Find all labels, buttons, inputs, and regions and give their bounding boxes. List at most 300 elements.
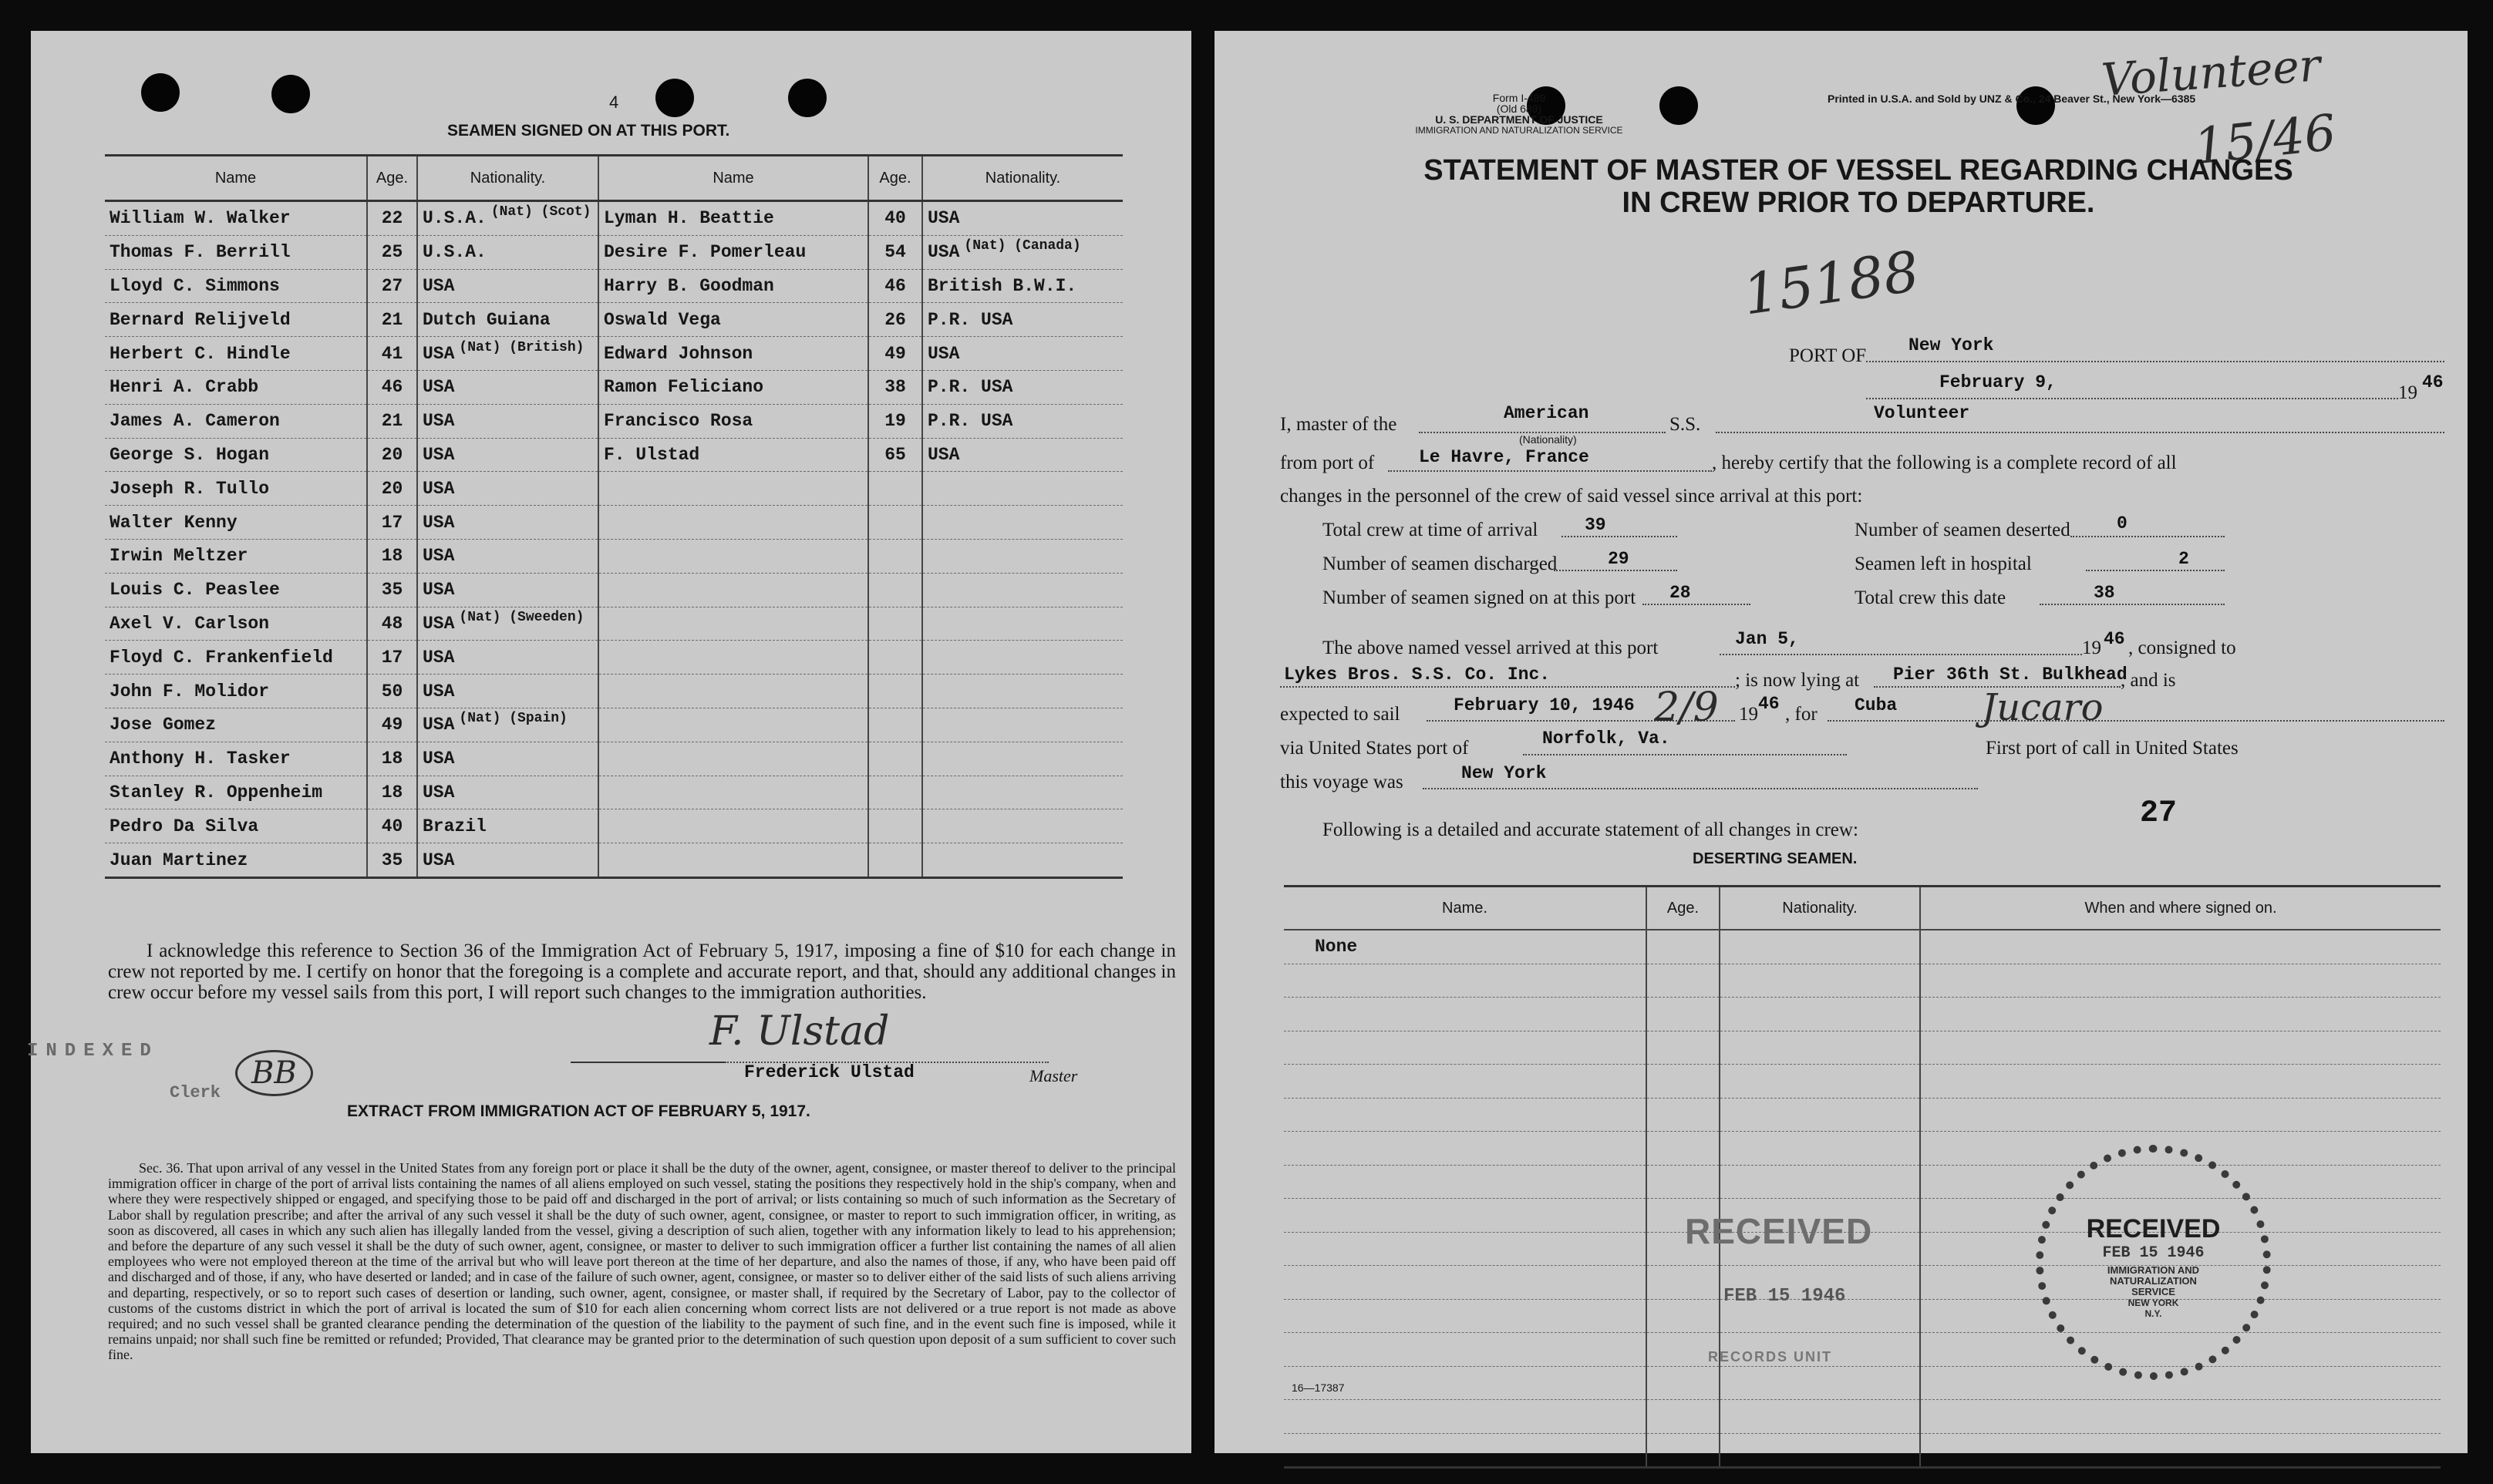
seaman-name: Desire F. Pomerleau <box>598 235 868 269</box>
table-row <box>1284 1433 2441 1468</box>
seaman-age <box>868 472 922 506</box>
seaman-nationality: U.S.A. <box>417 235 598 269</box>
destination-typed: Cuba <box>1855 695 1898 715</box>
seaman-name: Herbert C. Hindle <box>105 337 367 371</box>
seaman-nationality: Dutch Guiana <box>417 303 598 337</box>
table-row <box>105 438 1123 472</box>
seaman-age <box>868 675 922 708</box>
column-header-age: Age. <box>868 156 922 201</box>
empty-cell <box>1720 1433 1920 1468</box>
seaman-age: 49 <box>367 708 417 742</box>
seaman-nationality <box>922 506 1123 540</box>
indexed-stamp: INDEXED <box>27 1041 159 1062</box>
table-row <box>105 776 1123 809</box>
seaman-nationality: P.R. USA <box>922 303 1123 337</box>
form-title <box>1280 154 2437 219</box>
seaman-nationality: USA $^{(Nat) (Canada)}$ <box>922 235 1123 269</box>
via-value: Norfolk, Va. <box>1542 729 1670 749</box>
seaman-name: Axel V. Carlson <box>105 607 367 641</box>
seaman-age: 38 <box>868 370 922 404</box>
column-header-age: Age. <box>1646 887 1720 930</box>
lying-value: Pier 36th St. Bulkhead <box>1893 665 2127 685</box>
seaman-name <box>598 607 868 641</box>
seaman-age: 21 <box>367 404 417 438</box>
column-header-nationality: Nationality. <box>1720 887 1920 930</box>
empty-cell <box>1920 964 2441 998</box>
column-header-name: Name <box>598 156 868 201</box>
destination-handwritten: Jucaro <box>1982 686 2104 729</box>
empty-cell <box>1646 1366 1720 1400</box>
arrived-line <box>1720 654 2082 655</box>
seaman-nationality: USA <box>417 438 598 472</box>
deserter-name: None <box>1284 930 1646 964</box>
seaman-nationality: P.R. USA <box>922 370 1123 404</box>
deserting-title <box>1693 850 1857 868</box>
total-date-line <box>2040 604 2225 605</box>
seaman-age: 17 <box>367 506 417 540</box>
seaman-nationality: P.R. USA <box>922 404 1123 438</box>
left-page <box>27 31 1191 1453</box>
hospital-label: Seamen left in hospital <box>1855 554 2032 574</box>
consignee-value: Lykes Bros. S.S. Co. Inc. <box>1284 665 1551 685</box>
empty-cell <box>1920 1098 2441 1132</box>
seaman-nationality: USA $^{(Nat) (Spain)}$ <box>417 708 598 742</box>
empty-cell <box>1646 1433 1720 1468</box>
seaman-nationality <box>922 573 1123 607</box>
seaman-name: Bernard Relijveld <box>105 303 367 337</box>
empty-cell <box>1646 1165 1720 1199</box>
seaman-age: 20 <box>367 472 417 506</box>
deserter-nationality <box>1720 930 1920 964</box>
empty-cell <box>1284 1333 1646 1367</box>
empty-cell <box>1284 1065 1646 1099</box>
port-line <box>1866 361 2444 362</box>
from-port-label: from port of <box>1280 453 1375 473</box>
empty-cell <box>1920 998 2441 1031</box>
table-row <box>1284 1333 2441 1367</box>
empty-cell <box>1720 1132 1920 1166</box>
clerk-stamp: Clerk <box>170 1083 221 1102</box>
nationality-note: (Nat) (Canada) <box>964 238 1081 254</box>
empty-cell <box>1284 1400 1646 1434</box>
from-port-value: Le Havre, France <box>1419 447 1589 467</box>
seaman-name: Jose Gomez <box>105 708 367 742</box>
seaman-age <box>868 843 922 878</box>
table-row <box>105 843 1123 878</box>
punch-hole <box>655 79 694 117</box>
empty-cell <box>1646 1132 1720 1166</box>
arrived-label: The above named vessel arrived at this port <box>1322 638 1659 658</box>
arrived-year-prefix: 19 <box>2082 638 2101 658</box>
seaman-age: 54 <box>868 235 922 269</box>
seaman-nationality <box>922 843 1123 878</box>
seaman-name <box>598 742 868 776</box>
column-header-signed-on: When and where signed on. <box>1920 887 2441 930</box>
acknowledgement-text: I acknowledge this reference to Section 36 of the Immigration Act of February 5, 1917, imposing a fine of $10 for each change in crew not reported by me. I certify on honor that the foregoing is a complete and accurate report, and that, should any additional changes in crew occur before my vessel sails from this port, I will report such changes to the immigration authorities. <box>108 941 1176 1003</box>
empty-cell <box>1284 964 1646 998</box>
port-label: PORT OF <box>1789 345 1867 366</box>
master-label: I, master of the <box>1280 414 1397 435</box>
seaman-name <box>598 641 868 675</box>
signed-on-label: Number of seamen signed on at this port <box>1322 587 1636 608</box>
destination-line <box>1828 720 2444 722</box>
punch-hole <box>141 73 180 112</box>
total-arrival-value: 39 <box>1585 515 1606 535</box>
seaman-nationality: Brazil <box>417 809 598 843</box>
table-row <box>105 506 1123 540</box>
empty-cell <box>1646 998 1720 1031</box>
sail-date-handwritten: 2/9 <box>1654 685 1719 731</box>
seaman-name: Juan Martinez <box>105 843 367 878</box>
seaman-nationality: USA <box>417 472 598 506</box>
seaman-age: 65 <box>868 438 922 472</box>
table-row <box>1284 930 2441 964</box>
deserter-signed-on <box>1920 930 2441 964</box>
table-row <box>105 809 1123 843</box>
signer-name: Frederick Ulstad <box>744 1062 915 1082</box>
seaman-name: William W. Walker <box>105 201 367 236</box>
seal-state: N.Y. <box>2144 1308 2162 1319</box>
seaman-age <box>868 573 922 607</box>
nationality-caption: (Nationality) <box>1519 433 1577 446</box>
seaman-name: Francisco Rosa <box>598 404 868 438</box>
seaman-name: John F. Molidor <box>105 675 367 708</box>
port-value: New York <box>1908 335 1994 355</box>
seaman-nationality <box>922 809 1123 843</box>
seaman-nationality: USA $^{(Nat) (Sweeden)}$ <box>417 607 598 641</box>
arrived-value: Jan 5, <box>1735 629 1799 649</box>
table-row <box>105 573 1123 607</box>
seaman-nationality: USA <box>417 404 598 438</box>
table-row <box>1284 1132 2441 1166</box>
total-arrival-line <box>1561 536 1677 537</box>
seaman-age: 18 <box>367 539 417 573</box>
seaman-nationality <box>922 675 1123 708</box>
seaman-nationality: USA <box>417 641 598 675</box>
table-row <box>105 269 1123 303</box>
empty-cell <box>1284 1031 1646 1065</box>
records-unit-stamp: RECORDS UNIT <box>1708 1349 1833 1365</box>
seaman-age: 35 <box>367 573 417 607</box>
nationality-value: American <box>1504 403 1589 423</box>
discharged-line <box>1554 570 1677 571</box>
table-row <box>105 708 1123 742</box>
printer-notice: Printed in U.S.A. and Sold by UNZ & Co., 24 Beaver St., New York—6385 <box>1828 93 2196 105</box>
empty-cell <box>1284 1132 1646 1166</box>
master-signature: F. Ulstad <box>709 1008 890 1055</box>
seaman-name <box>598 843 868 878</box>
seaman-age <box>868 506 922 540</box>
hospital-line <box>2086 570 2225 571</box>
table-row <box>105 472 1123 506</box>
voyage-value: New York <box>1461 763 1547 783</box>
seaman-name: Henri A. Crabb <box>105 370 367 404</box>
nationality-note: (Nat) (Spain) <box>459 711 568 727</box>
extract-section: Sec. 36. <box>139 1160 184 1176</box>
table-row <box>1284 998 2441 1031</box>
empty-cell <box>1646 1031 1720 1065</box>
column-header-name: Name <box>105 156 367 201</box>
seaman-name: Lyman H. Beattie <box>598 201 868 236</box>
signed-on-value: 28 <box>1669 583 1691 603</box>
seaman-nationality <box>922 776 1123 809</box>
seaman-age: 50 <box>367 675 417 708</box>
seaman-name: F. Ulstad <box>598 438 868 472</box>
seaman-nationality: USA <box>417 776 598 809</box>
nationality-note: (Nat) (British) <box>459 339 585 355</box>
date-value: February 9, <box>1939 372 2057 392</box>
seaman-name <box>598 573 868 607</box>
form-old-number: (Old 689) <box>1496 103 1542 115</box>
punch-hole <box>271 75 310 113</box>
seaman-nationality <box>922 472 1123 506</box>
handwritten-file-number: 15188 <box>1739 238 1923 328</box>
certify-text-1: , hereby certify that the following is a complete record of all <box>1712 453 2177 473</box>
seal-text <box>2043 1153 2263 1372</box>
seaman-age: 35 <box>367 843 417 878</box>
consigned-label: , consigned to <box>2128 638 2236 658</box>
sail-date-typed: February 10, 1946 <box>1454 695 1635 715</box>
page-number: 4 <box>609 93 619 112</box>
empty-cell <box>1920 1433 2441 1468</box>
table-row <box>105 337 1123 371</box>
empty-cell <box>1920 1065 2441 1099</box>
seaman-name: Ramon Feliciano <box>598 370 868 404</box>
deserter-age <box>1646 930 1720 964</box>
seaman-age <box>868 607 922 641</box>
deserting-seamen-table <box>1284 885 2441 1469</box>
certify-text-2: changes in the personnel of the crew of said vessel since arrival at this port: <box>1280 486 1863 506</box>
seaman-nationality: USA <box>417 742 598 776</box>
seaman-nationality <box>922 539 1123 573</box>
extract-body: That upon arrival of any vessel in the United States from any foreign port or place it shall be the duty of the owner, agent, consignee, or master thereof to deliver to the principal immigration officer in charge of the port of arrival lists containing the names of all aliens employed on such vessel, stating the positions they respectively hold in the ship's company, when and where they were respectively shipped or engaged, and specifying those to be paid off and discharged in the port of arrival; or lists containing so much of such information as the Secretary of Labor shall by regulation prescribe; and after the arrival of any such vessel it shall be the duty of such owner, agent, consignee, or master to report to such immigration officer, in writing, as soon as discovered, all cases in which any such alien has illegally landed from the vessel, giving a description of such alien, together with any information likely to lead to his apprehension; and before the departure of any such vessel it shall be the duty of such owner, agent, consignee, or master to deliver to such immigration officer a further list containing the names of all alien employees who were not employed thereon at the time of the arrival but who will leave port thereon at the time of her departure, and also the names of those, if any, who have been paid off and discharged and of those, if any, who have deserted or landed; and in case of the failure of such owner, agent, consignee, or master so to deliver either of the said lists of such aliens arriving and departing, respectively, or so to report such cases of desertion or landing, such owner, agent, consignee, or master shall, if required by the Secretary of Labor, pay to the collector of customs of the customs district in which the port of arrival is located the sum of $10 for each alien concerning whom correct lists are not delivered or a true report is not made as above required; and no such vessel shall be granted clearance pending the determination of the question of the liability to the payment of such fine, and in the event such fine is imposed, while it remains unpaid; nor shall such fine be remitted or refunded; Provided, That clearance may be granted prior to the determination of such question upon deposit of a sum sufficient to cover such fine. <box>108 1160 1176 1363</box>
empty-cell <box>1646 1266 1720 1300</box>
seaman-name: Anthony H. Tasker <box>105 742 367 776</box>
sail-label: expected to sail <box>1280 704 1400 725</box>
table-row <box>105 641 1123 675</box>
seal-service: IMMIGRATION AND NATURALIZATION SERVICE <box>2107 1264 2200 1297</box>
seaman-age: 19 <box>868 404 922 438</box>
sail-year-value: 46 <box>1758 694 1780 714</box>
seaman-nationality: USA <box>922 201 1123 236</box>
first-call-label: First port of call in United States <box>1986 738 2239 759</box>
column-header-nationality: Nationality. <box>417 156 598 201</box>
lying-label: ; is now lying at <box>1735 670 1860 691</box>
sail-year-prefix: 19 <box>1739 704 1758 725</box>
empty-cell <box>1720 998 1920 1031</box>
seaman-age: 40 <box>367 809 417 843</box>
handwritten-count: 27 <box>2140 796 2178 831</box>
seaman-name <box>598 675 868 708</box>
table-row <box>105 370 1123 404</box>
signed-on-line <box>1642 604 1750 605</box>
seaman-age: 18 <box>367 742 417 776</box>
seaman-age: 17 <box>367 641 417 675</box>
seal-city: NEW YORK <box>2127 1297 2179 1308</box>
extract-title: EXTRACT FROM IMMIGRATION ACT OF FEBRUARY 5, 1917. <box>347 1102 810 1120</box>
seaman-name: Harry B. Goodman <box>598 269 868 303</box>
seaman-name: Thomas F. Berrill <box>105 235 367 269</box>
seaman-age <box>868 742 922 776</box>
empty-cell <box>1284 1232 1646 1266</box>
seaman-nationality: USA <box>417 370 598 404</box>
signer-title: Master <box>1029 1066 1078 1085</box>
seaman-age: 20 <box>367 438 417 472</box>
seaman-nationality: USA <box>417 573 598 607</box>
seaman-nationality <box>922 641 1123 675</box>
seaman-name: George S. Hogan <box>105 438 367 472</box>
table-row <box>105 675 1123 708</box>
seaman-age: 40 <box>868 201 922 236</box>
vessel-line <box>1716 432 2444 433</box>
department-name: U. S. DEPARTMENT OF JUSTICE <box>1435 113 1603 126</box>
deserted-line <box>2070 536 2225 537</box>
seaman-name <box>598 539 868 573</box>
year-prefix: 19 <box>2398 382 2417 403</box>
seaman-name: Floyd C. Frankenfield <box>105 641 367 675</box>
seaman-name <box>598 472 868 506</box>
seaman-age: 46 <box>868 269 922 303</box>
seaman-nationality: USA <box>417 269 598 303</box>
empty-cell <box>1646 1299 1720 1333</box>
empty-cell <box>1920 1400 2441 1434</box>
punch-hole <box>788 79 827 117</box>
seaman-age <box>868 539 922 573</box>
seaman-nationality <box>922 742 1123 776</box>
seaman-nationality: USA <box>417 675 598 708</box>
following-text: Following is a detailed and accurate statement of all changes in crew: <box>1322 819 1858 840</box>
and-is-label: , and is <box>2121 670 2176 691</box>
table-row <box>1284 1400 2441 1434</box>
from-port-line <box>1388 470 1712 472</box>
seaman-name: Edward Johnson <box>598 337 868 371</box>
column-header-name: Name. <box>1284 887 1646 930</box>
form-number: Form I-489 <box>1492 92 1546 104</box>
seaman-name: Pedro Da Silva <box>105 809 367 843</box>
table-row <box>1284 964 2441 998</box>
seaman-nationality: USA $^{(Nat) (British)}$ <box>417 337 598 371</box>
empty-cell <box>1720 1165 1920 1199</box>
nationality-note: (Nat) (Sweeden) <box>459 609 585 625</box>
seaman-age <box>868 776 922 809</box>
table-row <box>105 404 1123 438</box>
seaman-name: Oswald Vega <box>598 303 868 337</box>
seaman-age: 21 <box>367 303 417 337</box>
empty-cell <box>1646 1098 1720 1132</box>
seaman-name: James A. Cameron <box>105 404 367 438</box>
seaman-nationality: USA <box>922 438 1123 472</box>
empty-cell <box>1284 998 1646 1031</box>
column-header-nationality: Nationality. <box>922 156 1123 201</box>
table-row <box>105 235 1123 269</box>
table-row <box>1284 1366 2441 1400</box>
seaman-age <box>868 809 922 843</box>
right-page <box>1214 31 2468 1453</box>
empty-cell <box>1720 1366 1920 1400</box>
seal-received: RECEIVED <box>2086 1214 2221 1243</box>
seaman-name <box>598 506 868 540</box>
seaman-age: 22 <box>367 201 417 236</box>
deserted-label: Number of seamen deserted <box>1855 520 2070 540</box>
empty-cell <box>1720 1098 1920 1132</box>
empty-cell <box>1284 1098 1646 1132</box>
seaman-name: Stanley R. Oppenheim <box>105 776 367 809</box>
seaman-name: Lloyd C. Simmons <box>105 269 367 303</box>
year-suffix: 46 <box>2422 372 2444 392</box>
deserted-value: 0 <box>2117 513 2127 533</box>
section-title: SEAMEN SIGNED ON AT THIS PORT. <box>447 122 730 140</box>
voyage-line <box>1423 788 1978 789</box>
total-arrival-label: Total crew at time of arrival <box>1322 520 1538 540</box>
form-header <box>1365 93 1673 136</box>
table-header-row <box>1284 887 2441 930</box>
column-header-age: Age. <box>367 156 417 201</box>
form-title-line-1: STATEMENT OF MASTER OF VESSEL REGARDING CHANGES <box>1423 154 2293 187</box>
table-header-row <box>105 156 1123 201</box>
seaman-age: 25 <box>367 235 417 269</box>
total-date-value: 38 <box>2094 583 2115 603</box>
ss-label: S.S. <box>1669 414 1701 435</box>
discharged-label: Number of seamen discharged <box>1322 554 1558 574</box>
empty-cell <box>1284 1433 1646 1468</box>
table-row <box>105 539 1123 573</box>
empty-cell <box>1284 1199 1646 1233</box>
via-line <box>1523 754 1847 755</box>
table-row <box>105 201 1123 236</box>
empty-cell <box>1646 1400 1720 1434</box>
hospital-value: 2 <box>2178 549 2189 569</box>
seaman-name: Walter Kenny <box>105 506 367 540</box>
empty-cell <box>1646 1065 1720 1099</box>
seaman-name: Irwin Meltzer <box>105 539 367 573</box>
empty-cell <box>1720 1031 1920 1065</box>
for-label: , for <box>1785 704 1818 725</box>
seaman-name <box>598 809 868 843</box>
table-row <box>105 303 1123 337</box>
form-title-line-2: IN CREW PRIOR TO DEPARTURE. <box>1622 187 2095 219</box>
via-label: via United States port of <box>1280 738 1469 759</box>
seaman-nationality <box>922 708 1123 742</box>
empty-cell <box>1284 1165 1646 1199</box>
seaman-age <box>868 708 922 742</box>
empty-cell <box>1720 1400 1920 1434</box>
seaman-age: 18 <box>367 776 417 809</box>
handwritten-initials: BB <box>235 1050 313 1096</box>
table-row <box>1284 1165 2441 1199</box>
footer-form-code: 16—17387 <box>1292 1381 1345 1394</box>
table-row <box>1284 1031 2441 1065</box>
table-row <box>1284 1065 2441 1099</box>
seamen-signed-on-table <box>105 154 1123 879</box>
seaman-nationality: USA <box>417 843 598 878</box>
handwritten-vessel-name: Volunteer <box>2099 39 2323 106</box>
seaman-nationality: USA <box>922 337 1123 371</box>
received-stamp-date: FEB 15 1946 <box>1723 1286 1846 1307</box>
empty-cell <box>1720 1065 1920 1099</box>
discharged-value: 29 <box>1608 549 1629 569</box>
seaman-age: 27 <box>367 269 417 303</box>
seaman-nationality: British B.W.I. <box>922 269 1123 303</box>
seaman-age: 26 <box>868 303 922 337</box>
handwritten-reference: 15/46 <box>2191 104 2339 177</box>
vessel-value: Volunteer <box>1874 403 1970 423</box>
total-date-label: Total crew this date <box>1855 587 2006 608</box>
seal-date: FEB 15 1946 <box>2102 1244 2205 1262</box>
empty-cell <box>1284 1299 1646 1333</box>
seaman-nationality <box>922 607 1123 641</box>
seaman-age: 48 <box>367 607 417 641</box>
seaman-name <box>598 708 868 742</box>
